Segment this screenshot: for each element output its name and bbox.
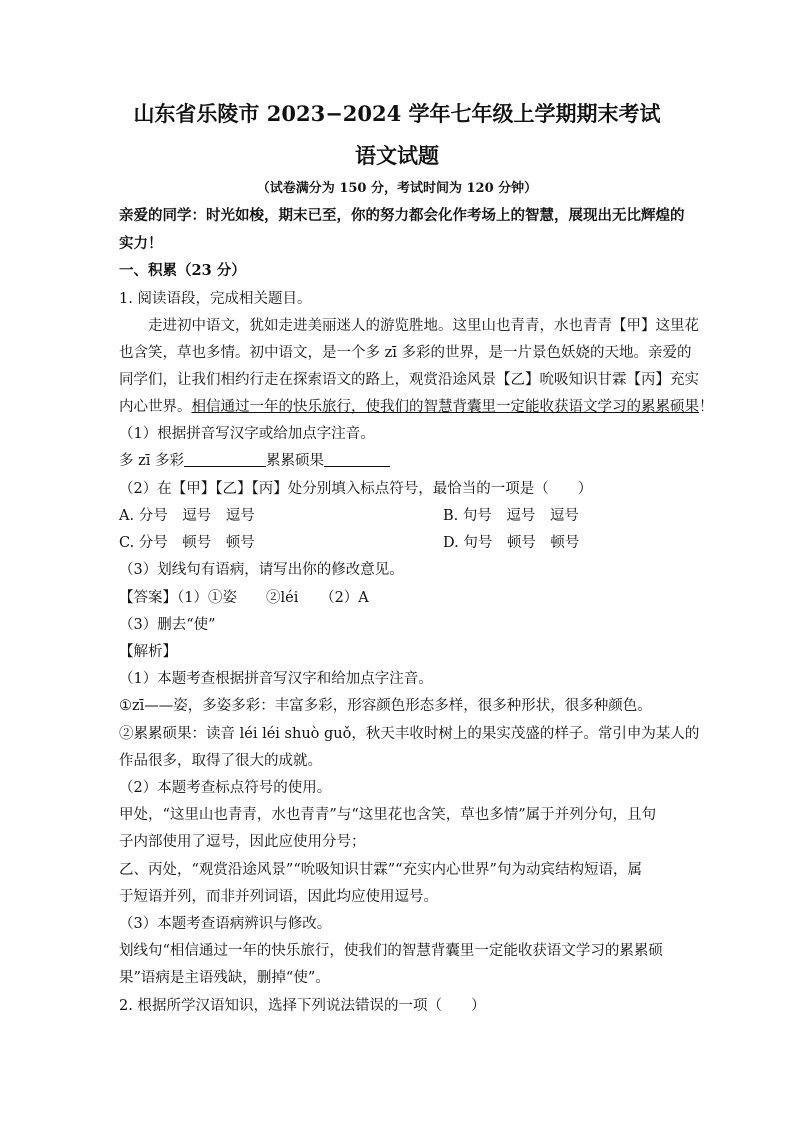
- option-a: A. 分号 逗号 逗号: [119, 508, 255, 524]
- question-1-stem: 1. 阅读语段，完成相关题目。: [119, 291, 312, 307]
- option-d: D. 句号 顿号 顿号: [443, 535, 580, 551]
- analysis-line-12: 果”语病是主语残缺，删掉“使”。: [119, 970, 330, 986]
- analysis-line-1: （1）本题考查根据拼音写汉字和给加点字注音。: [119, 671, 433, 687]
- analysis-line-3: ②累累硕果：读音 léi léi shuò guǒ，秋天丰收时树上的果实茂盛的样子。常引申为某人的: [119, 726, 700, 742]
- fill-item-b: 累累硕果: [266, 453, 324, 469]
- answer-blank-a[interactable]: [184, 452, 266, 467]
- greeting-line-2: 实力！: [119, 235, 163, 252]
- analysis-line-5: （2）本题考查标点符号的使用。: [119, 780, 332, 796]
- question-2-stem: 2. 根据所学汉语知识，选择下列说法错误的一项（ ）: [119, 998, 486, 1014]
- answer-blank-b[interactable]: [324, 452, 390, 467]
- underlined-sentence: 相信通过一年的快乐旅行，使我们的智慧背囊里一定能收获语文学习的累累硕果: [191, 399, 699, 415]
- exam-title: 山东省乐陵市 2023−2024 学年七年级上学期期末考试: [133, 101, 661, 126]
- passage-line-4: [119, 397, 714, 417]
- analysis-line-2: ①zī——姿，多姿多彩：丰富多彩，形容颜色形态多样，很多种形状，很多种颜色。: [119, 698, 652, 714]
- passage-line-3: 同学们，让我们相约行走在探索语文的路上，观赏沿途风景【乙】吮吸知识甘霖【丙】充实: [119, 372, 699, 388]
- option-c: C. 分号 顿号 顿号: [119, 535, 255, 551]
- exam-info: （试卷满分为 150 分，考试时间为 120 分钟）: [256, 181, 538, 196]
- passage-plain-text: 内心世界。: [119, 399, 192, 415]
- section-heading: 一、积累（23 分）: [119, 262, 246, 279]
- passage-line-1: 走进初中语文，犹如走进美丽迷人的游览胜地。这里山也青青，水也青青【甲】这里花: [148, 318, 699, 334]
- sub-question-3: （3）划线句有语病，请写出你的修改意见。: [119, 562, 404, 578]
- analysis-line-4: 作品很多，取得了很大的成就。: [119, 753, 322, 769]
- answer-line-1: 【答案】（1）①姿 ②léi （2）A: [119, 590, 369, 606]
- exam-subtitle: 语文试题: [355, 143, 439, 168]
- sub-question-1: （1）根据拼音写汉字或给加点字注音。: [119, 426, 375, 442]
- passage-line-2: 也含笑，草也多情。初中语文，是一个多 zī 多彩的世界，是一片景色妖娆的天地。亲爱的: [119, 345, 692, 361]
- fill-item-a: 多 zī 多彩: [119, 453, 184, 469]
- analysis-heading: 【解析】: [119, 644, 177, 660]
- option-b: B. 句号 逗号 逗号: [443, 508, 579, 524]
- analysis-line-6: 甲处，“这里山也青青，水也青青”与“这里花也含笑，草也多情”属于并列分句，且句: [119, 807, 657, 823]
- greeting-line-1: 亲爱的同学：时光如梭，期末已至，你的努力都会化作考场上的智慧，展现出无比辉煌的: [119, 207, 685, 224]
- sub-question-2: （2）在【甲】【乙】【丙】处分别填入标点符号，最恰当的一项是（ ）: [119, 481, 593, 497]
- answer-line-2: （3）删去“使”: [119, 617, 216, 633]
- analysis-line-8: 乙、丙处，“观赏沿途风景”“吮吸知识甘霖”“充实内心世界”句为动宾结构短语，属: [119, 862, 642, 878]
- analysis-line-10: （3）本题考查语病辨识与修改。: [119, 916, 332, 932]
- analysis-line-7: 子内部使用了逗号，因此应使用分号；: [119, 834, 366, 850]
- fill-blank-line: [119, 451, 390, 471]
- passage-end-mark: ！: [699, 399, 714, 415]
- analysis-line-9: 于短语并列，而非并列词语，因此均应使用逗号。: [119, 889, 438, 905]
- analysis-line-11: 划线句“相信通过一年的快乐旅行，使我们的智慧背囊里一定能收获语文学习的累累硕: [119, 943, 663, 959]
